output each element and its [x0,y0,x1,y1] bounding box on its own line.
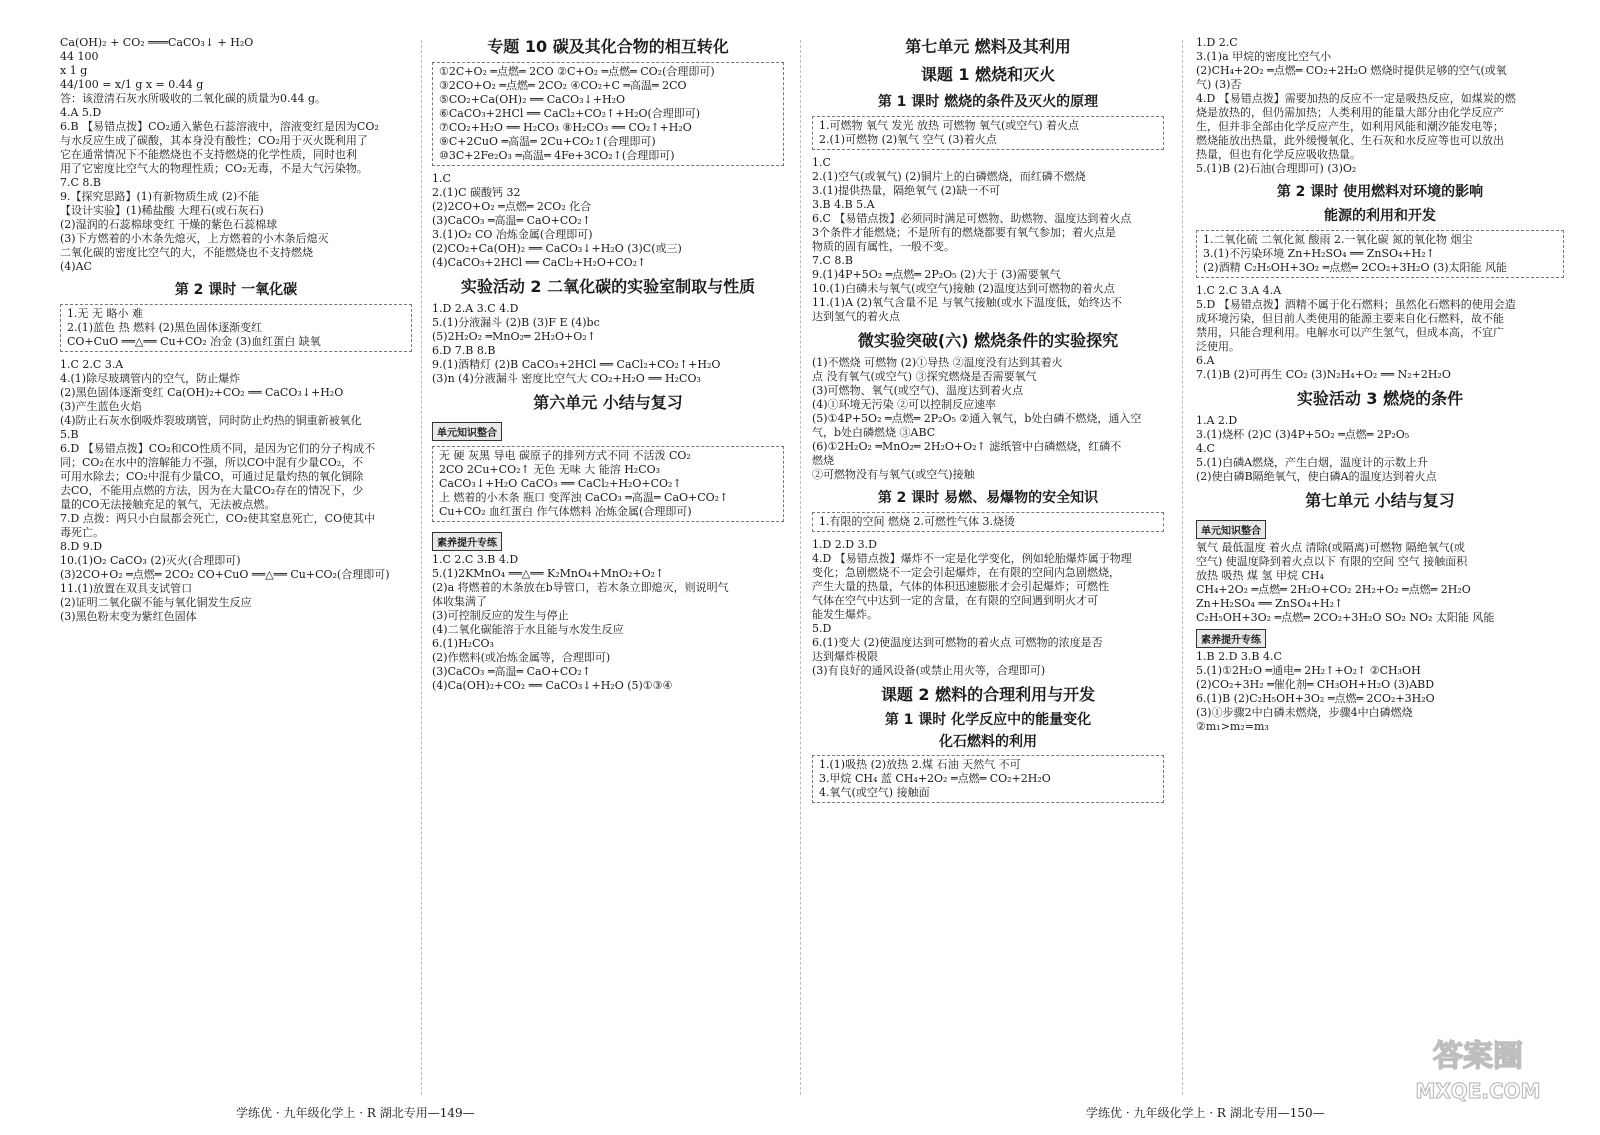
answer-line: (1)不燃烧 可燃物 (2)①导热 ②温度没有达到其着火 [812,356,1063,369]
answer-line: (4)二氧化碳能溶于水且能与水发生反应 [432,623,624,636]
answer-line: 能发生爆炸。 [812,608,878,621]
answer-line: 6.(1)B (2)C₂H₅OH+3O₂ ═点燃═ 2CO₂+3H₂O [1196,692,1435,705]
answer-line: ⑤CO₂+Ca(OH)₂ ══ CaCO₃↓+H₂O [439,93,626,106]
answer-line: (3)CaCO₃ ═高温═ CaO+CO₂↑ [432,214,591,227]
lesson-heading: 第 2 课时 易燃、易爆物的安全知识 [877,490,1099,506]
answer-lines [432,172,784,270]
answer-line: 1.C 2.C 3.A [60,358,124,371]
answer-line: (2)CO₂+3H₂ ═催化剂═ CH₃OH+H₂O (3)ABD [1196,678,1435,691]
answer-line: 5.D 【易错点拨】酒精不属于化石燃料；虽然化石燃料的使用会造 [1196,298,1516,311]
answer-line: (5)2H₂O₂ ═MnO₂═ 2H₂O+O₂↑ [432,330,596,343]
knowledge-box [432,446,784,522]
answer-line: (2)a 将燃着的木条放在b导管口，若木条立即熄灭，则说明气 [432,581,729,594]
answer-line: ⑨C+2CuO ═高温═ 2Cu+CO₂↑(合理即可) [439,135,656,148]
answer-line: (3)2CO+O₂ ═点燃═ 2CO₂ CO+CuO ══△══ Cu+CO₂(合理即可) [60,568,390,581]
answer-line: 2.(1)C 碳酸钙 32 [432,186,521,199]
answer-line: 1.(1)吸热 (2)放热 2.煤 石油 天然气 不可 [819,758,1021,771]
answer-line: 达到氢气的着火点 [812,310,900,323]
answer-line: 与水反应生成了碳酸，其本身没有酸性；CO₂用于灭火既利用了 [60,134,368,147]
answer-line: 可用水除去；CO₂中混有少量CO，可通过足量灼热的氧化铜除 [60,470,364,483]
answer-line: ②可燃物没有与氧气(或空气)接触 [812,468,975,481]
answer-line: 44/100 = x/1 g x = 0.44 g [60,78,204,91]
answer-line: 禁用，只能合理利用。电解水可以产生氢气，但成本高，不宜广 [1196,326,1504,339]
topic-heading: 专题 10 碳及其化合物的相互转化 [487,37,729,56]
answer-line: 6.D 【易错点拨】CO₂和CO性质不同，是因为它们的分子构成不 [60,442,376,455]
lesson-heading: 第 1 课时 化学反应中的能量变化 [884,712,1092,728]
answer-line: 7.D 点拨：两只小白鼠都会死亡，CO₂使其窒息死亡，CO使其中 [60,512,376,525]
answer-line: 气体在空气中达到一定的含量，在有限的空间遇到明火才可 [812,594,1098,607]
answer-line: 2.(1)可燃物 (2)氧气 空气 (3)着火点 [819,133,997,146]
answer-line: (2)证明二氧化碳不能与氧化铜发生反应 [60,596,252,609]
answer-line: 点 没有氧气(或空气) ③探究燃烧是否需要氧气 [812,370,1037,383]
answer-line: 5.(1)①2H₂O ═通电═ 2H₂↑+O₂↑ ②CH₃OH [1196,664,1421,677]
answer-line: 7.(1)B (2)可再生 CO₂ (3)N₂H₄+O₂ ══ N₂+2H₂O [1196,368,1451,381]
knowledge-box [60,304,412,352]
answer-line: 4.D 【易错点拨】需要加热的反应不一定是吸热反应，如煤炭的燃 [1196,92,1516,105]
answer-line: CaCO₃↓+H₂O CaCO₃ ══ CaCl₂+H₂O+CO₂↑ [439,477,682,490]
answer-line: 4.氧气(或空气) 接触面 [819,786,930,799]
answer-line: 2CO 2Cu+CO₂↑ 无色 无味 大 能溶 H₂CO₃ [439,463,661,476]
experiment-heading: 实验活动 3 燃烧的条件 [1296,389,1464,408]
watermark-logo [1398,1030,1558,1110]
experiment-heading: 微实验突破(六) 燃烧条件的实验探究 [857,331,1119,350]
answer-line: 变化；急剧燃烧不一定会引起爆炸，在有限的空间内急剧燃烧， [812,566,1120,579]
answer-line: 1.C 2.C 3.B 4.D [432,553,519,566]
answer-line: (4)CaCO₃+2HCl ══ CaCl₂+H₂O+CO₂↑ [432,256,647,269]
answer-line: 1.B 2.D 3.B 4.C [1196,650,1282,663]
answer-line: ②m₁>m₂=m₃ [1196,720,1269,733]
answer-line: (4)Ca(OH)₂+CO₂ ══ CaCO₃↓+H₂O (5)①③④ [432,679,673,692]
lesson-heading: 第 2 课时 使用燃料对环境的影响 [1276,184,1484,200]
section-tag: 素养提升专练 [1196,629,1266,648]
answer-lines [1196,36,1564,176]
answer-column-2 [432,36,784,693]
answer-line: 去CO，不能用点燃的方法，因为在大量CO₂存在的情况下，少 [60,484,364,497]
lesson-subheading: 能源的利用和开发 [1324,208,1436,224]
answer-lines [812,356,1164,482]
answer-line: Zn+H₂SO₄ ══ ZnSO₄+H₂↑ [1196,597,1344,610]
answer-line: 11.(1)放置在双具支试管口 [60,582,193,595]
answer-lines [60,358,412,624]
unit-review-heading: 第六单元 小结与复习 [533,393,683,412]
answer-line: 答：该澄清石灰水所吸收的二氧化碳的质量为0.44 g。 [60,92,327,105]
lesson-subheading: 化石燃料的利用 [939,734,1037,750]
answer-line: 7.C 8.B [60,176,101,189]
answer-line: 3个条件才能燃烧；不是所有的燃烧都要有氧气参加；着火点是 [812,226,1116,239]
answer-line: 10.(1)O₂ CaCO₃ (2)灭火(合理即可) [60,554,241,567]
answer-line: ⑦CO₂+H₂O ══ H₂CO₃ ⑧H₂CO₃ ══ CO₂↑+H₂O [439,121,692,134]
answer-line: (3)有良好的通风设备(或禁止用火等，合理即可) [812,664,1046,677]
answer-line: 气) (3)否 [1196,78,1242,91]
answer-line: 产生大量的热量，气体的体积迅速膨胀才会引起爆炸；可燃性 [812,580,1109,593]
answer-line: 物质的固有属性，一般不变。 [812,240,955,253]
answer-line: 4.(1)除尽玻璃管内的空气，防止爆炸 [60,372,241,385]
answer-lines [60,36,412,274]
answer-line: 5.(1)B (2)石油(合理即可) (3)O₂ [1196,162,1357,175]
answer-line: CH₄+2O₂ ═点燃═ 2H₂O+CO₂ 2H₂+O₂ ═点燃═ 2H₂O [1196,583,1471,596]
answer-line: 5.(1)2KMnO₄ ══△══ K₂MnO₄+MnO₂+O₂↑ [432,567,665,580]
answer-line: 1.D 2.A 3.C 4.D [432,302,519,315]
watermark-bottom-text: MXQE.COM [1415,1079,1541,1103]
experiment-heading: 实验活动 2 二氧化碳的实验室制取与性质 [460,277,756,296]
answer-line: 5.B [60,428,79,441]
answer-line: 44 100 [60,50,99,63]
answer-line: 成环境污染，但目前人类使用的能源主要来自化石燃料，故不能 [1196,312,1504,325]
answer-lines [432,302,784,386]
answer-lines [1196,650,1564,734]
answer-line: 二氧化碳的密度比空气的大，不能燃烧也不支持燃烧 [60,246,313,259]
answer-line: (2)使白磷B隔绝氧气，使白磷A的温度达到着火点 [1196,470,1437,483]
lesson-heading: 第 2 课时 一氧化碳 [174,282,298,298]
answer-line: ③2CO+O₂ ═点燃═ 2CO₂ ④CO₂+C ═高温═ 2CO [439,79,687,92]
answer-line: x 1 g [60,64,88,77]
answer-line: (3)n (4)分液漏斗 密度比空气大 CO₂+H₂O ══ H₂CO₃ [432,372,701,385]
answer-line: 5.(1)白磷A燃烧，产生白烟，温度计的示数上升 [1196,456,1429,469]
answer-line: Ca(OH)₂ + CO₂ ═══CaCO₃↓ + H₂O [60,36,254,49]
answer-line: 3.(1)O₂ CO 冶炼金属(合理即可) [432,228,593,241]
answer-line: 4.C [1196,442,1215,455]
page-footer-left: 学练优 · 九年级化学上 · R 湖北专用—149— [236,1106,475,1120]
topic-heading: 课题 1 燃烧和灭火 [920,65,1056,84]
answer-lines [1196,284,1564,382]
answer-line: 4.A 5.D [60,106,102,119]
answer-line: 11.(1)A (2)氧气含量不足 与氧气接触(或水下温度低，始终达不 [812,296,1122,309]
answer-line: 体收集满了 [432,595,487,608]
answer-line: (3)CaCO₃ ═高温═ CaO+CO₂↑ [432,665,591,678]
answer-line: 1.C [812,156,831,169]
answer-line: (2)湿润的石蕊棉球变红 干燥的紫色石蕊棉球 [60,218,278,231]
answer-line: (2)酒精 C₂H₅OH+3O₂ ═点燃═ 2CO₂+3H₂O (3)太阳能 风能 [1203,261,1508,274]
answer-line: (6)①2H₂O₂ ═MnO₂═ 2H₂O+O₂↑ 滤纸管中白磷燃烧，红磷不 [812,440,1122,453]
answer-line: 空气) 使温度降到着火点以下 有限的空间 空气 接触面积 [1196,555,1468,568]
answer-line: ⑩3C+2Fe₂O₃ ═高温═ 4Fe+3CO₂↑(合理即可) [439,149,675,162]
answer-line: 生，但并非全部由化学反应产生，如利用风能和潮汐能发电等； [1196,120,1504,133]
knowledge-box [812,755,1164,803]
answer-line: 同；CO₂在水中的溶解能力不强，所以CO中混有少量CO₂，不 [60,456,364,469]
answer-line: (2)CO₂+Ca(OH)₂ ══ CaCO₃↓+H₂O (3)C(或三) [432,242,682,255]
answer-line: (3)下方燃着的小木条先熄灭，上方燃着的小木条后熄灭 [60,232,329,245]
knowledge-box [812,116,1164,150]
answer-line: 5.(1)分液漏斗 (2)B (3)F E (4)bc [432,316,600,329]
answer-line: 达到爆炸极限 [812,650,878,663]
answer-line: 9.(1)酒精灯 (2)B CaCO₃+2HCl ══ CaCl₂+CO₂↑+H₂O [432,358,721,371]
answer-lines [1196,541,1564,625]
answer-line: 9.(1)4P+5O₂ ═点燃═ 2P₂O₅ (2)大于 (3)需要氧气 [812,268,1061,281]
watermark-top-text: 答案圈 [1433,1039,1523,1074]
answer-line: 1.可燃物 氧气 发光 放热 可燃物 氧气(或空气) 着火点 [819,119,1080,132]
answer-line: 泛使用。 [1196,340,1240,353]
answer-line: 无 硬 灰黑 导电 碳原子的排列方式不同 不活泼 CO₂ [439,449,691,462]
answer-lines [432,553,784,693]
answer-line: 1.有限的空间 燃烧 2.可燃性气体 3.烧烫 [819,515,1015,528]
answer-line: 1.A 2.D [1196,414,1238,427]
answer-line: (4)①环境无污染 ②可以控制反应速率 [812,398,997,411]
answer-line: (3)①步骤2中白磷未燃烧，步骤4中白磷燃烧 [1196,706,1413,719]
knowledge-box [1196,230,1564,278]
answer-lines [1196,414,1564,484]
answer-line: 3.B 4.B 5.A [812,198,875,211]
answer-line: (2)2CO+O₂ ═点燃═ 2CO₂ 化合 [432,200,592,213]
unit-review-heading: 第七单元 小结与复习 [1305,491,1455,510]
answer-line: C₂H₅OH+3O₂ ═点燃═ 2CO₂+3H₂O SO₂ NO₂ 太阳能 风能 [1196,611,1495,624]
answer-line: 9.【探究思路】(1)有新物质生成 (2)不能 [60,190,260,203]
answer-line: 2.(1)蓝色 热 燃料 (2)黑色固体逐渐变红 [67,321,263,334]
answer-line: 1.D 2.C [1196,36,1238,49]
answer-line: 【设计实验】(1)稀盐酸 大理石(或石灰石) [60,204,264,217]
formula-box [432,62,784,166]
answer-line: 3.(1)a 甲烷的密度比空气小 [1196,50,1332,63]
answer-line: (2)作燃料(或冶炼金属等，合理即可) [432,651,611,664]
answer-line: 1.二氧化硫 二氧化氮 酸雨 2.一氧化碳 氮的氧化物 烟尘 [1203,233,1473,246]
answer-line: ⑥CaCO₃+2HCl ══ CaCl₂+CO₂↑+H₂O(合理即可) [439,107,701,120]
answer-line: 6.A [1196,354,1215,367]
answer-line: 7.C 8.B [812,254,853,267]
answer-column-1 [60,36,412,624]
knowledge-box [812,512,1164,532]
answer-line: 6.D 7.B 8.B [432,344,496,357]
answer-line: 3.(1)不污染环境 Zn+H₂SO₄ ══ ZnSO₄+H₂↑ [1203,247,1435,260]
answer-line: 氧气 最低温度 着火点 清除(或隔离)可燃物 隔绝氧气(或 [1196,541,1465,554]
answer-line: 1.D 2.D 3.D [812,538,877,551]
answer-lines [812,538,1164,678]
answer-line: 4.D 【易错点拨】爆炸不一定是化学变化，例如轮胎爆炸属于物理 [812,552,1132,565]
answer-line: 它在通常情况下不能燃烧也不支持燃烧的化学性质，同时也利 [60,148,357,161]
answer-line: 放热 吸热 煤 氢 甲烷 CH₄ [1196,569,1324,582]
answer-line: (3)黑色粉末变为紫红色固体 [60,610,197,623]
answer-line: (3)产生蓝色火焰 [60,400,142,413]
answer-line: 1.C [432,172,451,185]
answer-line: (2)黑色固体逐渐变红 Ca(OH)₂+CO₂ ══ CaCO₃↓+H₂O [60,386,344,399]
section-tag: 单元知识整合 [1196,520,1266,539]
answer-line: (4)AC [60,260,92,273]
answer-line: CO+CuO ══△══ Cu+CO₂ 冶金 (3)血红蛋白 缺氧 [67,335,321,348]
answer-line: 量的CO无法接触充足的氧气，无法被点燃。 [60,498,276,511]
answer-line: 燃烧 [812,454,834,467]
answer-line: (2)CH₄+2O₂ ═点燃═ CO₂+2H₂O 燃烧时提供足够的空气(或氧 [1196,64,1507,77]
answer-line: (4)防止石灰水倒吸炸裂玻璃管，同时防止灼热的铜重新被氧化 [60,414,362,427]
answer-line: 1.无 无 略小 难 [67,307,143,320]
answer-line: (3)可燃物、氧气(或空气)、温度达到着火点 [812,384,1024,397]
answer-line: 5.D [812,622,832,635]
answer-line: 6.(1)变大 (2)使温度达到可燃物的着火点 可燃物的浓度是否 [812,636,1103,649]
answer-line: 6.(1)H₂CO₃ [432,637,494,650]
answer-column-4 [1196,36,1564,734]
answer-line: 1.C 2.C 3.A 4.A [1196,284,1282,297]
answer-line: 用了它密度比空气大的物理性质；CO₂无毒，不是大气污染物。 [60,162,368,175]
answer-line: 6.C 【易错点拨】必须同时满足可燃物、助燃物、温度达到着火点 [812,212,1132,225]
page-footer-right: 学练优 · 九年级化学上 · R 湖北专用—150— [1086,1106,1325,1120]
answer-line: 上 燃着的小木条 瓶口 变浑浊 CaCO₃ ═高温═ CaO+CO₂↑ [439,491,729,504]
answer-line: 2.(1)空气(或氧气) (2)铜片上的白磷燃烧，而红磷不燃烧 [812,170,1086,183]
unit-heading: 第七单元 燃料及其利用 [905,37,1071,56]
answer-line: 8.D 9.D [60,540,103,553]
answer-line: 6.B 【易错点拨】CO₂通入紫色石蕊溶液中，溶液变红是因为CO₂ [60,120,379,133]
topic-heading: 课题 2 燃料的合理利用与开发 [880,685,1096,704]
answer-line: (5)①4P+5O₂ ═点燃═ 2P₂O₅ ②通入氧气，b处白磷不燃烧，通入空 [812,412,1142,425]
answer-line: 10.(1)白磷未与氧气(或空气)接触 (2)温度达到可燃物的着火点 [812,282,1115,295]
answer-line: Cu+CO₂ 血红蛋白 作气体燃料 冶炼金属(合理即可) [439,505,692,518]
answer-line: 热量，但也有化学反应吸收热量。 [1196,148,1361,161]
answer-line: 3.(1)烧杯 (2)C (3)4P+5O₂ ═点燃═ 2P₂O₅ [1196,428,1410,441]
section-tag: 素养提升专练 [432,532,502,551]
answer-line: 毒死亡。 [60,526,104,539]
answer-column-3 [812,36,1164,809]
answer-line: 3.甲烷 CH₄ 蓝 CH₄+2O₂ ═点燃═ CO₂+2H₂O [819,772,1051,785]
answer-lines [812,156,1164,324]
answer-line: 燃烧能放出热量，此外缓慢氧化、生石灰和水反应等也可以放出 [1196,134,1504,147]
answer-line: 气，b处白磷燃烧 ③ABC [812,426,936,439]
answer-line: 烧是放热的，但仍需加热；人类利用的能量大部分由化学反应产 [1196,106,1504,119]
answer-line: ①2C+O₂ ═点燃═ 2CO ②C+O₂ ═点燃═ CO₂(合理即可) [439,65,715,78]
section-tag: 单元知识整合 [432,422,502,441]
lesson-heading: 第 1 课时 燃烧的条件及灭火的原理 [877,94,1099,110]
answer-line: 3.(1)提供热量，隔绝氧气 (2)缺一不可 [812,184,1001,197]
answer-line: (3)可控制反应的发生与停止 [432,609,569,622]
